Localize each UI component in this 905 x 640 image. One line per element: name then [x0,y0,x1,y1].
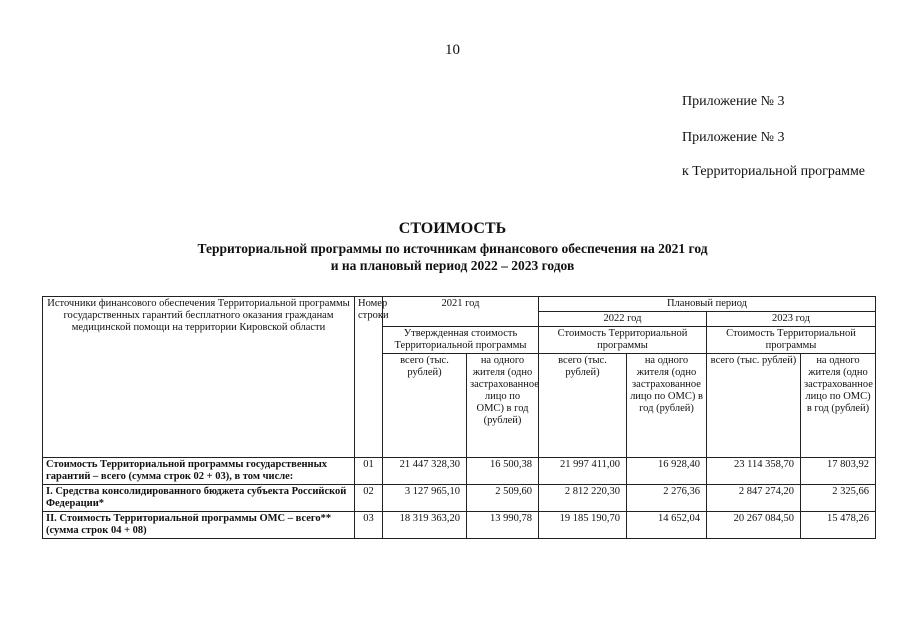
cell-total-2021: 18 319 363,20 [383,512,467,539]
header-cost-2022: Стоимость Территориальной программы [539,327,707,354]
page-number: 10 [445,42,460,58]
header-sources: Источники финансового обеспечения Территориальной программы государственных гарантий бесплатного оказания гражданам медицинской помощи на территории Кировской области [43,297,355,458]
cost-table [42,296,876,539]
header-total-2021: всего (тыс. рублей) [383,354,467,458]
row-number: 02 [355,485,383,512]
header-year-2023: 2023 год [707,312,876,327]
table-row [43,512,876,539]
header-per-resident-2021: на одного жителя (одно застрахованное лицо по ОМС) в год (рублей) [467,354,539,458]
header-approved-cost: Утвержденная стоимость Территориальной программы [383,327,539,354]
title-sub-1: Территориальной программы по источникам финансового обеспечения на 2021 год [197,241,708,256]
title-sub-2: и на плановый период 2022 – 2023 годов [330,258,575,273]
header-row-number: Номер строки [355,297,383,458]
row-number: 03 [355,512,383,539]
row-label: II. Стоимость Территориальной программы ОМС – всего** (сумма строк 04 + 08) [43,512,355,539]
appendix-line-1: Приложение № 3 [682,94,785,109]
cell-per-resident-2021: 16 500,38 [467,458,539,485]
row-number: 01 [355,458,383,485]
cell-per-resident-2021: 13 990,78 [467,512,539,539]
table-row [43,458,876,485]
title-main: СТОИМОСТЬ [398,220,507,237]
header-row-1 [43,297,876,312]
cell-per-resident-2021: 2 509,60 [467,485,539,512]
cell-total-2023: 20 267 084,50 [707,512,801,539]
header-total-2022: всего (тыс. рублей) [539,354,627,458]
cell-per-resident-2022: 14 652,04 [627,512,707,539]
document-title [0,220,905,274]
cell-total-2022: 21 997 411,00 [539,458,627,485]
header-per-resident-2023: на одного жителя (одно застрахованное лицо по ОМС) в год (рублей) [801,354,876,458]
appendix-line-3: к Территориальной программе [682,164,866,179]
table-row [43,485,876,512]
header-year-2022: 2022 год [539,312,707,327]
row-label: Стоимость Территориальной программы государственных гарантий – всего (сумма строк 02 + 03), в том числе: [43,458,355,485]
cell-per-resident-2022: 16 928,40 [627,458,707,485]
header-cost-2023: Стоимость Территориальной программы [707,327,876,354]
header-planned-period: Плановый период [539,297,876,312]
cell-per-resident-2023: 15 478,26 [801,512,876,539]
cell-total-2022: 19 185 190,70 [539,512,627,539]
cell-per-resident-2023: 2 325,66 [801,485,876,512]
cell-total-2023: 23 114 358,70 [707,458,801,485]
cell-total-2021: 3 127 965,10 [383,485,467,512]
cell-total-2022: 2 812 220,30 [539,485,627,512]
header-total-2023: всего (тыс. рублей) [707,354,801,458]
row-label: I. Средства консолидированного бюджета субъекта Российской Федерации* [43,485,355,512]
cell-per-resident-2022: 2 276,36 [627,485,707,512]
header-per-resident-2022: на одного жителя (одно застрахованное лицо по ОМС) в год (рублей) [627,354,707,458]
header-year-2021: 2021 год [383,297,539,327]
appendix-line-2: Приложение № 3 [682,130,785,145]
cell-total-2021: 21 447 328,30 [383,458,467,485]
cell-total-2023: 2 847 274,20 [707,485,801,512]
cell-per-resident-2023: 17 803,92 [801,458,876,485]
